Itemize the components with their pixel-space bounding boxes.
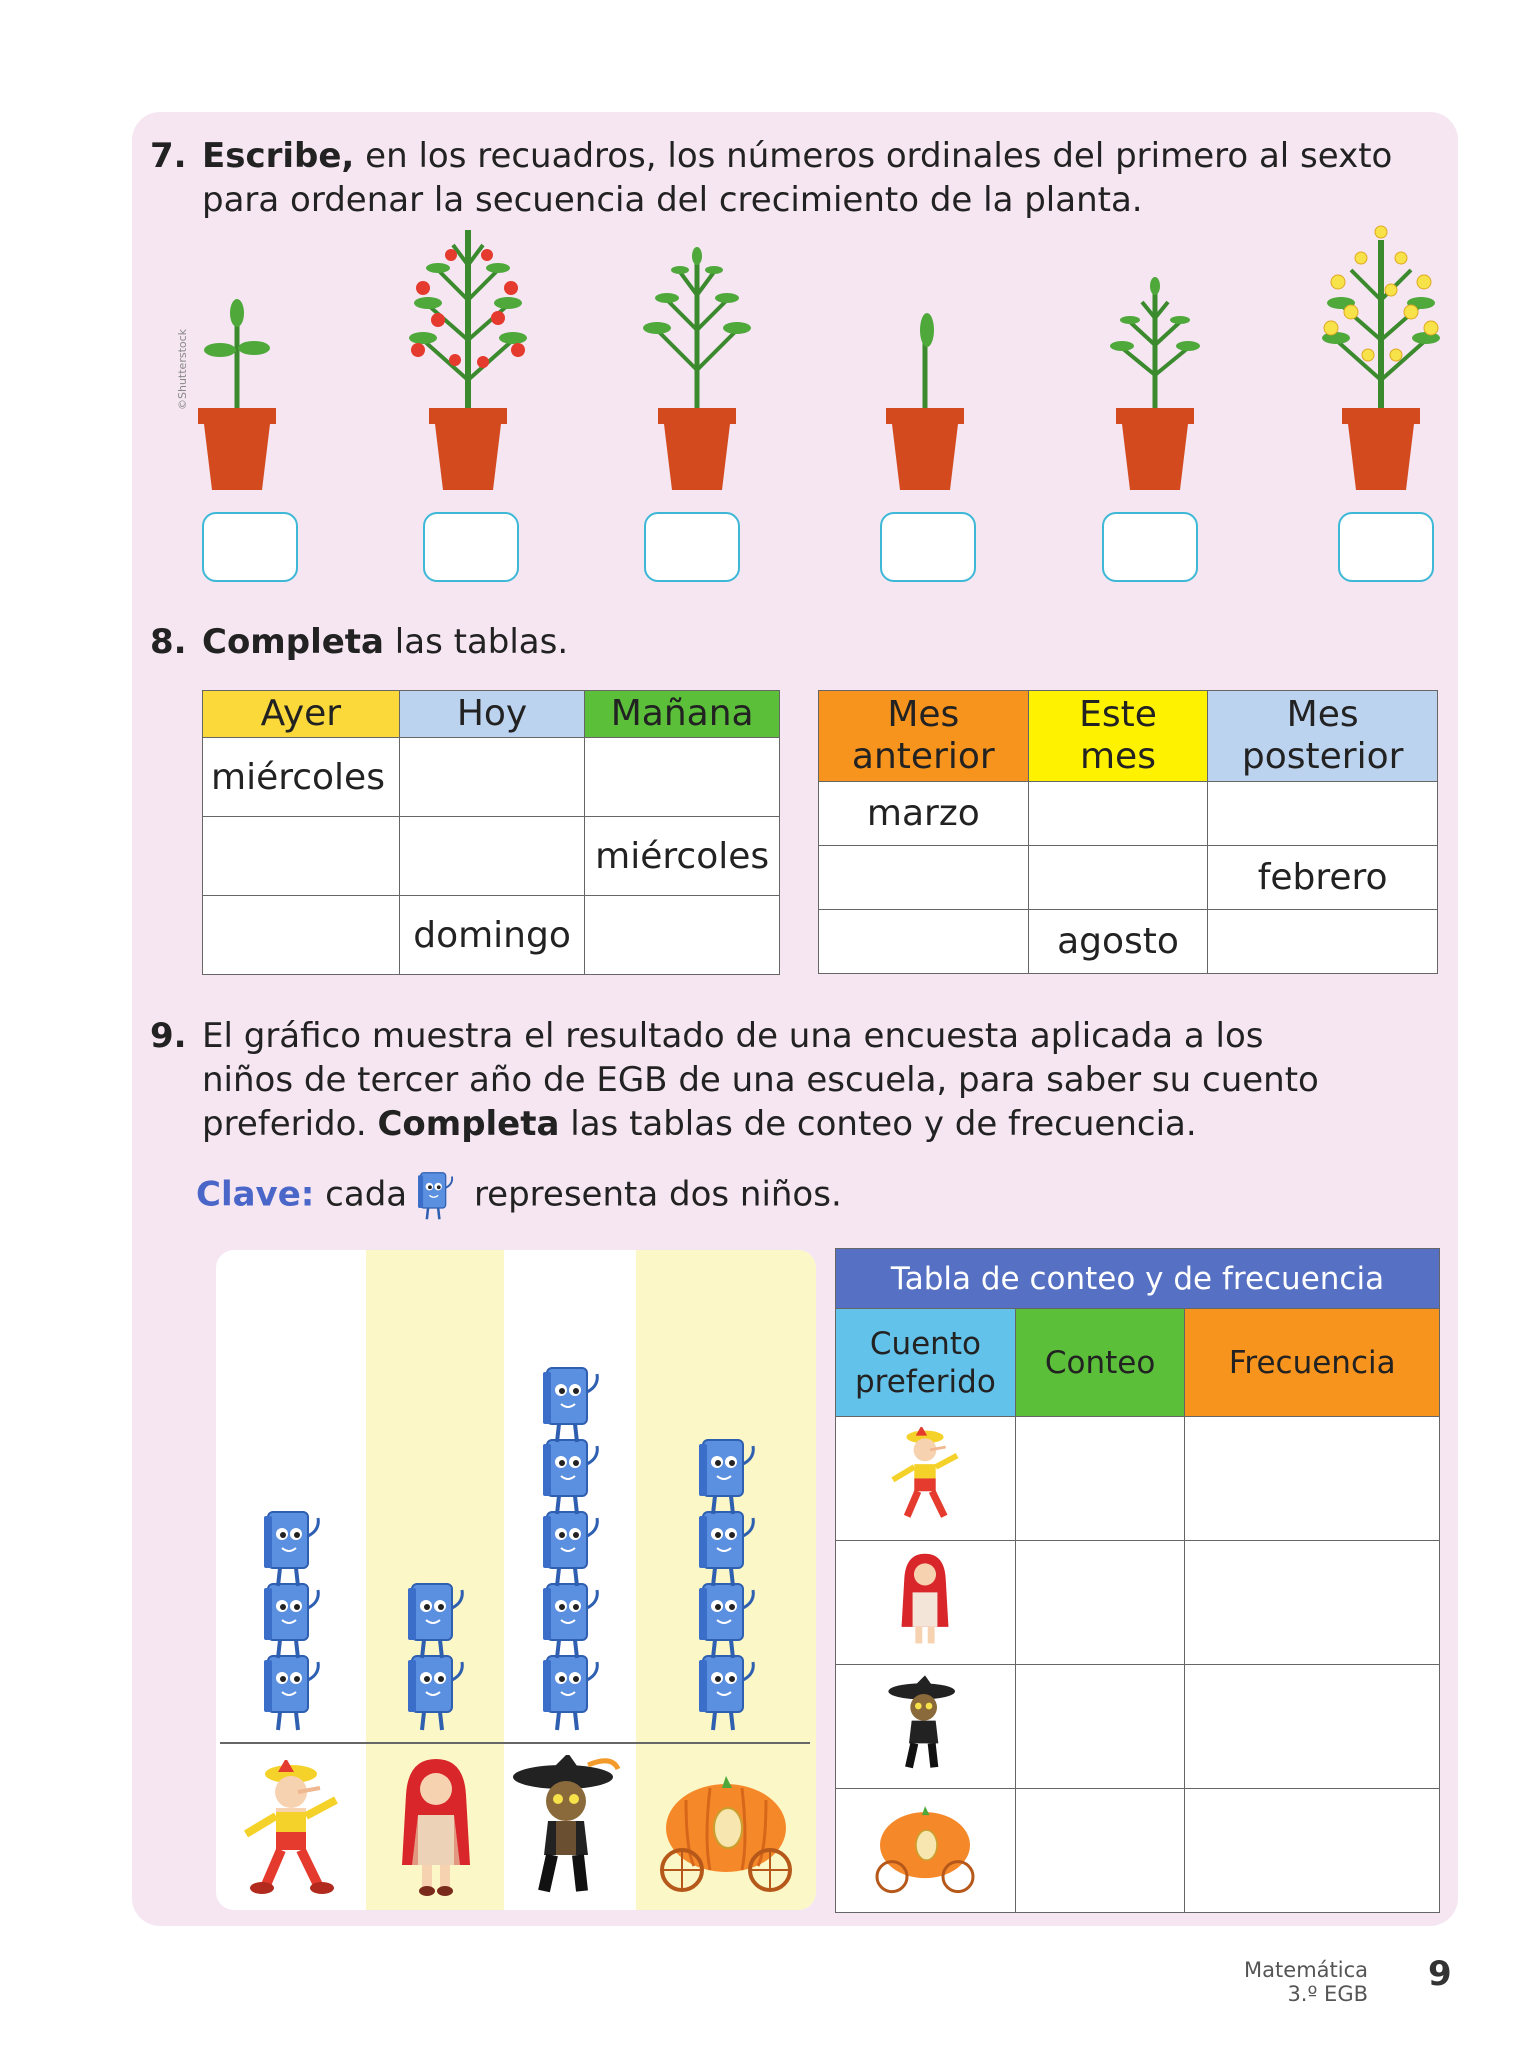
caperucita-icon [386, 1755, 486, 1900]
table-cell-blank[interactable] [1208, 910, 1438, 974]
table-cell-blank[interactable] [203, 896, 400, 975]
table-cell: agosto [1028, 910, 1208, 974]
question-text [202, 620, 568, 664]
footer-subject [1244, 1958, 1368, 2006]
months-table [818, 690, 1438, 974]
ordinal-answer-box[interactable] [644, 512, 740, 582]
header-ayer: Ayer [203, 691, 400, 738]
frecuencia-cell[interactable] [1185, 1789, 1440, 1913]
frecuencia-cell[interactable] [1185, 1665, 1440, 1789]
header-este-mes [1028, 691, 1208, 782]
question-text-line: preferido. [202, 1104, 378, 1144]
table-cell: miércoles [585, 817, 780, 896]
table-cell-blank[interactable] [1028, 846, 1208, 910]
young-plant-pot-icon [622, 210, 772, 500]
header-cuento-preferido [836, 1309, 1016, 1417]
table-cell-blank[interactable] [1028, 782, 1208, 846]
caperucita-icon [836, 1541, 1016, 1665]
image-credit: ©Shutterstock [176, 328, 189, 410]
book-character-icon [400, 1578, 470, 1664]
question-number: 7. [150, 136, 187, 176]
table-cell-blank[interactable] [585, 738, 780, 817]
question-number: 9. [150, 1016, 187, 1056]
question-text-line: las tablas. [384, 622, 569, 662]
table-cell-blank[interactable] [203, 817, 400, 896]
footer-grade: 3.º EGB [1287, 1982, 1368, 2006]
header-frecuencia: Frecuencia [1185, 1309, 1440, 1417]
ordinal-answer-box[interactable] [202, 512, 298, 582]
pinocho-icon [236, 1760, 346, 1900]
flowering-plant-pot-icon [1306, 210, 1456, 500]
key-label: Clave: [196, 1174, 315, 1215]
days-table [202, 690, 780, 975]
table-cell: domingo [399, 896, 585, 975]
conteo-cell[interactable] [1015, 1417, 1185, 1541]
ordinal-answer-box[interactable] [423, 512, 519, 582]
instruction-verb: Completa [377, 1104, 560, 1144]
instruction-verb: Completa [202, 622, 384, 662]
question-text-line: las tablas de conteo y de frecuencia. [559, 1104, 1197, 1144]
header-line: anterior [851, 736, 995, 777]
conteo-cell[interactable] [1015, 1541, 1185, 1665]
table-cell-blank[interactable] [399, 738, 585, 817]
book-character-icon [256, 1506, 326, 1592]
header-mes-anterior [819, 691, 1029, 782]
frequency-table-title: Tabla de conteo y de frecuencia [836, 1249, 1440, 1309]
gato-con-botas-icon [508, 1755, 628, 1900]
instruction-verb: Escribe, [202, 136, 355, 176]
ordinal-answer-box[interactable] [1338, 512, 1434, 582]
pictograph-chart [216, 1250, 816, 1910]
carroza-icon [646, 1770, 806, 1895]
header-line: Este [1079, 694, 1157, 735]
table-cell-blank[interactable] [819, 910, 1029, 974]
question-text [202, 134, 1392, 222]
header-conteo: Conteo [1015, 1309, 1185, 1417]
chart-key [196, 1168, 842, 1224]
book-character-icon [691, 1434, 761, 1520]
header-mes-posterior [1208, 691, 1438, 782]
sprout-pot-icon [162, 210, 312, 500]
header-line: Cuento [869, 1325, 981, 1362]
book-character-icon [413, 1168, 457, 1224]
ordinal-answer-box[interactable] [1102, 512, 1198, 582]
question-text-line: para ordenar la secuencia del crecimiento de la planta. [202, 180, 1143, 220]
frecuencia-cell[interactable] [1185, 1417, 1440, 1541]
frecuencia-cell[interactable] [1185, 1541, 1440, 1665]
question-text [202, 1014, 1319, 1146]
header-line: mes [1079, 736, 1156, 777]
pinocho-icon [836, 1417, 1016, 1541]
header-line: posterior [1241, 736, 1404, 777]
footer-subject-name: Matemática [1244, 1958, 1368, 1982]
table-cell-blank[interactable] [819, 846, 1029, 910]
frequency-table [835, 1248, 1440, 1913]
ordinal-answer-box[interactable] [880, 512, 976, 582]
question-text-line: niños de tercer año de EGB de una escuela, para saber su cuento [202, 1060, 1319, 1100]
table-cell: miércoles [203, 738, 400, 817]
header-line: Mes [887, 694, 960, 735]
conteo-cell[interactable] [1015, 1665, 1185, 1789]
book-character-icon [535, 1362, 605, 1448]
key-text: cada [314, 1174, 408, 1215]
question-number: 8. [150, 622, 187, 662]
header-line: preferido [854, 1363, 996, 1400]
table-cell-blank[interactable] [1208, 782, 1438, 846]
seedling-pot-icon [850, 210, 1000, 500]
page-number: 9 [1428, 1954, 1452, 1994]
header-line: Mes [1286, 694, 1359, 735]
chart-baseline [220, 1742, 810, 1744]
carroza-icon [836, 1789, 1016, 1913]
conteo-cell[interactable] [1015, 1789, 1185, 1913]
header-manana: Mañana [585, 691, 780, 738]
tomato-plant-pot-icon [393, 210, 543, 500]
question-text-line: en los recuadros, los números ordinales del primero al sexto [354, 136, 1393, 176]
table-cell: marzo [819, 782, 1029, 846]
gato-con-botas-icon [836, 1665, 1016, 1789]
header-hoy: Hoy [399, 691, 585, 738]
question-text-line: El gráfico muestra el resultado de una encuesta aplicada a los [202, 1016, 1264, 1056]
small-plant-pot-icon [1080, 210, 1230, 500]
table-cell: febrero [1208, 846, 1438, 910]
key-text: representa dos niños. [463, 1174, 842, 1215]
table-cell-blank[interactable] [585, 896, 780, 975]
table-cell-blank[interactable] [399, 817, 585, 896]
